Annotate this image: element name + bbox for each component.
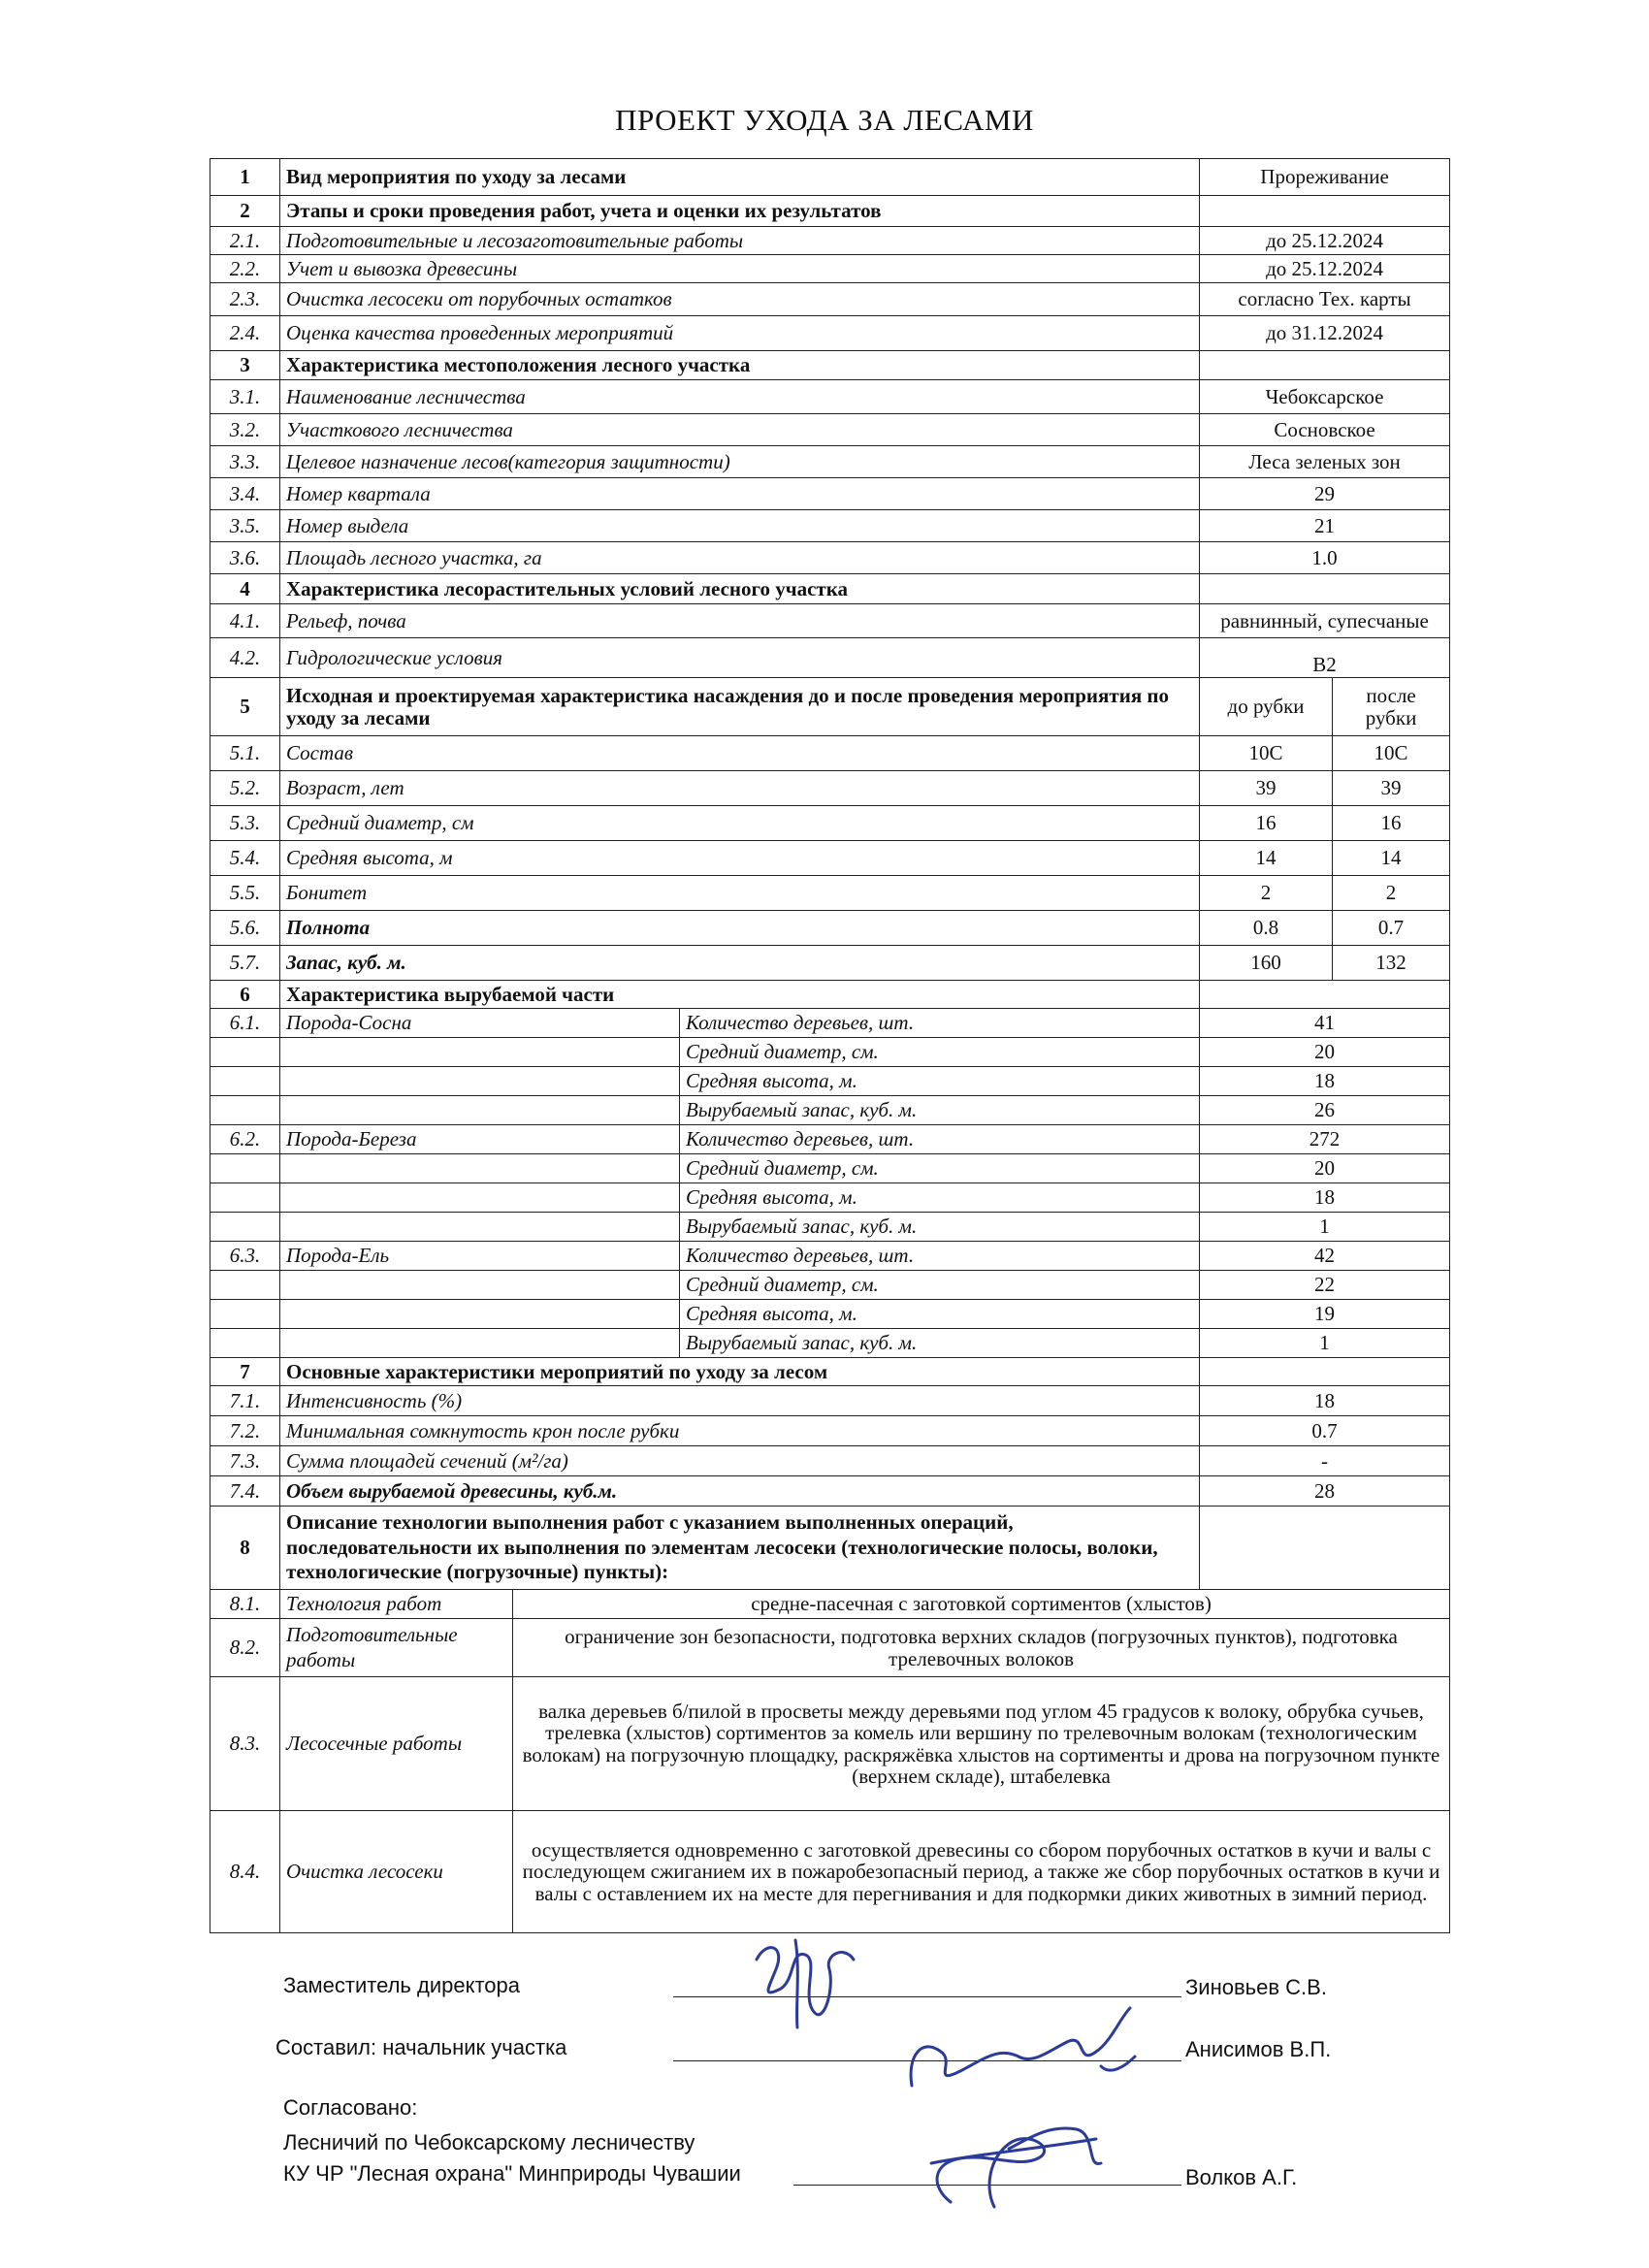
row-label: Средний диаметр, см xyxy=(280,806,1200,841)
row-number: 5.6. xyxy=(210,911,280,946)
row-number: 3.3. xyxy=(210,446,280,478)
empty-cell xyxy=(210,1038,280,1067)
table-row xyxy=(210,542,1450,574)
row-label: Подготовительные и лесозаготовительные работы xyxy=(280,227,1200,255)
table-row xyxy=(210,316,1450,351)
table-row xyxy=(210,678,1450,736)
empty-cell xyxy=(210,1096,280,1125)
value-before: 0.8 xyxy=(1200,911,1333,946)
table-row xyxy=(210,876,1450,911)
value-after: 16 xyxy=(1333,806,1450,841)
empty-cell xyxy=(280,1183,680,1213)
row-value: осуществляется одновременно с заготовкой древесины со сбором порубочных остатков в кучи и валы с последующем сжиганием их в пожаробезопасный период, а также же сбор порубочных остатков в кучи и валы с оставлением их на месте для перегнивания и для подкормки диких животных в зимний период. xyxy=(513,1811,1450,1933)
row-value xyxy=(1200,574,1450,604)
row-value: до 31.12.2024 xyxy=(1200,316,1450,351)
table-row xyxy=(210,736,1450,771)
species-param-label: Количество деревьев, шт. xyxy=(680,1242,1200,1271)
species-param-label: Средний диаметр, см. xyxy=(680,1038,1200,1067)
row-value xyxy=(1200,1358,1450,1386)
row-label: Номер квартала xyxy=(280,478,1200,510)
row-value: 29 xyxy=(1200,478,1450,510)
row-value: Сосновское xyxy=(1200,414,1450,446)
value-after: 14 xyxy=(1333,841,1450,876)
row-label: Сумма площадей сечений (м²/га) xyxy=(280,1446,1200,1476)
row-number: 6.2. xyxy=(210,1125,280,1154)
row-label: Гидрологические условия xyxy=(280,638,1200,678)
species-param-value: 18 xyxy=(1200,1067,1450,1096)
deputy-signature-icon xyxy=(737,1930,873,2037)
table-row xyxy=(210,1476,1450,1507)
empty-cell xyxy=(210,1183,280,1213)
table-row xyxy=(210,1811,1450,1933)
row-number: 3.6. xyxy=(210,542,280,574)
table-row xyxy=(210,196,1450,227)
row-label: Объем вырубаемой древесины, куб.м. xyxy=(280,1476,1200,1507)
table-row xyxy=(210,1416,1450,1446)
row-number: 6.3. xyxy=(210,1242,280,1271)
table-row xyxy=(210,1271,1450,1300)
row-label: Участкового лесничества xyxy=(280,414,1200,446)
species-param-value: 20 xyxy=(1200,1154,1450,1183)
row-value: Леса зеленых зон xyxy=(1200,446,1450,478)
value-before: 160 xyxy=(1200,946,1333,981)
row-number: 2.1. xyxy=(210,227,280,255)
species-param-value: 26 xyxy=(1200,1096,1450,1125)
row-number: 4.1. xyxy=(210,604,280,638)
row-value: 21 xyxy=(1200,510,1450,542)
species-param-value: 41 xyxy=(1200,1009,1450,1038)
row-number: 3.2. xyxy=(210,414,280,446)
compiler-role: Составил: начальник участка xyxy=(275,2035,567,2059)
table-row xyxy=(210,1125,1450,1154)
table-row xyxy=(210,841,1450,876)
row-number: 5.7. xyxy=(210,946,280,981)
species-param-value: 20 xyxy=(1200,1038,1450,1067)
row-number: 5.4. xyxy=(210,841,280,876)
species-param-label: Количество деревьев, шт. xyxy=(680,1009,1200,1038)
document-title: ПРОЕКТ УХОДА ЗА ЛЕСАМИ xyxy=(615,103,1034,137)
row-value: равнинный, супесчаные xyxy=(1200,604,1450,638)
row-value: средне-пасечная с заготовкой сортиментов (хлыстов) xyxy=(513,1590,1450,1619)
species-param-label: Вырубаемый запас, куб. м. xyxy=(680,1329,1200,1358)
row-number: 4 xyxy=(210,574,280,604)
row-label: Подготовительные работы xyxy=(280,1619,513,1677)
species-param-value: 272 xyxy=(1200,1125,1450,1154)
row-value: ограничение зон безопасности, подготовка верхних складов (погрузочных пунктов), подготовка трелевочных волоков xyxy=(513,1619,1450,1677)
value-before: 16 xyxy=(1200,806,1333,841)
species-name: Порода-Сосна xyxy=(280,1009,680,1038)
row-number: 2.4. xyxy=(210,316,280,351)
row-number: 3.5. xyxy=(210,510,280,542)
row-value: 18 xyxy=(1200,1386,1450,1416)
table-row xyxy=(210,1009,1450,1038)
compiler-name: Анисимов В.П. xyxy=(1185,2037,1332,2061)
value-after: 2 xyxy=(1333,876,1450,911)
table-row xyxy=(210,1038,1450,1067)
species-param-label: Средняя высота, м. xyxy=(680,1300,1200,1329)
compiler-signature-icon xyxy=(892,1998,1164,2105)
row-number: 3.4. xyxy=(210,478,280,510)
table-row xyxy=(210,1300,1450,1329)
row-number: 7.1. xyxy=(210,1386,280,1416)
row-label: Описание технологии выполнения работ с указанием выполненных операций, последовательности их выполнения по элементам лесосеки (технологические полосы, волоки, технологические (погрузочные) пункты): xyxy=(280,1507,1200,1590)
species-param-label: Вырубаемый запас, куб. м. xyxy=(680,1213,1200,1242)
empty-cell xyxy=(210,1329,280,1358)
row-label: Этапы и сроки проведения работ, учета и оценки их результатов xyxy=(280,196,1200,227)
row-number: 5.1. xyxy=(210,736,280,771)
row-label: Вид мероприятия по уходу за лесами xyxy=(280,159,1200,196)
species-name: Порода-Ель xyxy=(280,1242,680,1271)
row-number: 8.4. xyxy=(210,1811,280,1933)
row-value xyxy=(1200,196,1450,227)
row-number: 8.3. xyxy=(210,1677,280,1811)
column-header-after: после рубки xyxy=(1333,678,1450,736)
row-label: Номер выдела xyxy=(280,510,1200,542)
row-label: Минимальная сомкнутость крон после рубки xyxy=(280,1416,1200,1446)
value-before: 14 xyxy=(1200,841,1333,876)
row-label: Технология работ xyxy=(280,1590,513,1619)
row-label: Средняя высота, м xyxy=(280,841,1200,876)
row-number: 8 xyxy=(210,1507,280,1590)
table-row xyxy=(210,1677,1450,1811)
empty-cell xyxy=(210,1213,280,1242)
row-label: Запас, куб. м. xyxy=(280,946,1200,981)
table-row xyxy=(210,1507,1450,1590)
table-row xyxy=(210,771,1450,806)
row-number: 7.2. xyxy=(210,1416,280,1446)
empty-cell xyxy=(280,1154,680,1183)
table-row xyxy=(210,946,1450,981)
row-label: Лесосечные работы xyxy=(280,1677,513,1811)
value-after: 132 xyxy=(1333,946,1450,981)
row-number: 2.2. xyxy=(210,255,280,283)
table-row xyxy=(210,574,1450,604)
row-number: 3 xyxy=(210,351,280,380)
table-row xyxy=(210,510,1450,542)
table-row xyxy=(210,1096,1450,1125)
value-before: 2 xyxy=(1200,876,1333,911)
row-number: 5.5. xyxy=(210,876,280,911)
table-row xyxy=(210,478,1450,510)
empty-cell xyxy=(280,1271,680,1300)
row-label: Оценка качества проведенных мероприятий xyxy=(280,316,1200,351)
row-value: 0.7 xyxy=(1200,1416,1450,1446)
empty-cell xyxy=(210,1300,280,1329)
species-name: Порода-Береза xyxy=(280,1125,680,1154)
table-row xyxy=(210,806,1450,841)
value-after: 10С xyxy=(1333,736,1450,771)
agreed-position-line1: Лесничий по Чебоксарскому лесничеству xyxy=(283,2130,695,2155)
species-param-value: 19 xyxy=(1200,1300,1450,1329)
value-after: 39 xyxy=(1333,771,1450,806)
row-label: Целевое назначение лесов(категория защитности) xyxy=(280,446,1200,478)
table-row xyxy=(210,981,1450,1009)
column-header-before: до рубки xyxy=(1200,678,1333,736)
table-row xyxy=(210,1183,1450,1213)
row-label: Наименование лесничества xyxy=(280,380,1200,414)
table-row xyxy=(210,1154,1450,1183)
table-row xyxy=(210,1213,1450,1242)
table-row xyxy=(210,159,1450,196)
row-label: Характеристика вырубаемой части xyxy=(280,981,1200,1009)
row-label: Интенсивность (%) xyxy=(280,1386,1200,1416)
row-value: 28 xyxy=(1200,1476,1450,1507)
table-row xyxy=(210,446,1450,478)
agreed-signature-icon xyxy=(892,2110,1125,2217)
empty-cell xyxy=(280,1067,680,1096)
table-row xyxy=(210,255,1450,283)
row-number: 7.4. xyxy=(210,1476,280,1507)
value-before: 39 xyxy=(1200,771,1333,806)
table-row xyxy=(210,351,1450,380)
row-label: Исходная и проектируемая характеристика насаждения до и после проведения мероприятия по уходу за лесами xyxy=(280,678,1200,736)
row-value: валка деревьев б/пилой в просветы между деревьями под углом 45 градусов к волоку, обрубка сучьев, трелевка (хлыстов) сортиментов за комель или вершину по трелевочным волокам (технологическим волокам) на погрузочную площадку, раскряжёвка хлыстов на сортименты и дрова на погрузочном пункте (верхнем складе), штабелевка xyxy=(513,1677,1450,1811)
row-number: 7 xyxy=(210,1358,280,1386)
empty-cell xyxy=(210,1154,280,1183)
species-param-label: Средний диаметр, см. xyxy=(680,1154,1200,1183)
row-label: Площадь лесного участка, га xyxy=(280,542,1200,574)
empty-cell xyxy=(280,1096,680,1125)
empty-cell xyxy=(210,1067,280,1096)
species-param-value: 1 xyxy=(1200,1213,1450,1242)
row-number: 1 xyxy=(210,159,280,196)
row-number: 7.3. xyxy=(210,1446,280,1476)
species-param-label: Средняя высота, м. xyxy=(680,1067,1200,1096)
table-row xyxy=(210,1619,1450,1677)
row-number: 4.2. xyxy=(210,638,280,678)
row-number: 5.3. xyxy=(210,806,280,841)
table-row xyxy=(210,1446,1450,1476)
row-label: Рельеф, почва xyxy=(280,604,1200,638)
row-label: Характеристика местоположения лесного участка xyxy=(280,351,1200,380)
table-row xyxy=(210,1386,1450,1416)
row-number: 3.1. xyxy=(210,380,280,414)
row-label: Характеристика лесорастительных условий лесного участка xyxy=(280,574,1200,604)
row-label: Учет и вывозка древесины xyxy=(280,255,1200,283)
value-after: 0.7 xyxy=(1333,911,1450,946)
species-param-label: Количество деревьев, шт. xyxy=(680,1125,1200,1154)
row-number: 2 xyxy=(210,196,280,227)
table-row xyxy=(210,911,1450,946)
row-number: 6.1. xyxy=(210,1009,280,1038)
row-value: - xyxy=(1200,1446,1450,1476)
row-label: Полнота xyxy=(280,911,1200,946)
row-label: Бонитет xyxy=(280,876,1200,911)
empty-cell xyxy=(280,1329,680,1358)
row-value xyxy=(1200,981,1450,1009)
row-number: 8.2. xyxy=(210,1619,280,1677)
species-param-label: Средняя высота, м. xyxy=(680,1183,1200,1213)
value-before: 10С xyxy=(1200,736,1333,771)
row-number: 6 xyxy=(210,981,280,1009)
species-param-value: 18 xyxy=(1200,1183,1450,1213)
agreed-name: Волков А.Г. xyxy=(1185,2165,1298,2189)
row-number: 2.3. xyxy=(210,283,280,316)
table-row xyxy=(210,380,1450,414)
row-value: Прореживание xyxy=(1200,159,1450,196)
row-label: Возраст, лет xyxy=(280,771,1200,806)
row-value: 1.0 xyxy=(1200,542,1450,574)
table-row xyxy=(210,1242,1450,1271)
table-row xyxy=(210,1329,1450,1358)
agreed-label: Согласовано: xyxy=(283,2095,418,2120)
table-row xyxy=(210,638,1450,678)
empty-cell xyxy=(280,1213,680,1242)
species-param-value: 42 xyxy=(1200,1242,1450,1271)
deputy-role: Заместитель директора xyxy=(283,1973,520,1997)
row-value: согласно Тех. карты xyxy=(1200,283,1450,316)
deputy-name: Зиновьев С.В. xyxy=(1185,1975,1327,1999)
forest-care-table xyxy=(210,158,1450,1933)
row-number: 5.2. xyxy=(210,771,280,806)
row-label: Основные характеристики мероприятий по уходу за лесом xyxy=(280,1358,1200,1386)
row-label: Состав xyxy=(280,736,1200,771)
empty-cell xyxy=(280,1300,680,1329)
species-param-value: 1 xyxy=(1200,1329,1450,1358)
species-param-value: 22 xyxy=(1200,1271,1450,1300)
table-row xyxy=(210,283,1450,316)
agreed-position-line2: КУ ЧР "Лесная охрана" Минприроды Чувашии xyxy=(283,2161,741,2186)
table-row xyxy=(210,227,1450,255)
table-row xyxy=(210,1590,1450,1619)
row-value xyxy=(1200,1507,1450,1590)
table-row xyxy=(210,604,1450,638)
species-param-label: Средний диаметр, см. xyxy=(680,1271,1200,1300)
row-number: 8.1. xyxy=(210,1590,280,1619)
row-value: до 25.12.2024 xyxy=(1200,227,1450,255)
row-value: В2 xyxy=(1200,638,1450,678)
table-row xyxy=(210,414,1450,446)
table-row xyxy=(210,1358,1450,1386)
species-param-label: Вырубаемый запас, куб. м. xyxy=(680,1096,1200,1125)
table-row xyxy=(210,1067,1450,1096)
row-number: 5 xyxy=(210,678,280,736)
row-value: до 25.12.2024 xyxy=(1200,255,1450,283)
row-label: Очистка лесосеки от порубочных остатков xyxy=(280,283,1200,316)
empty-cell xyxy=(210,1271,280,1300)
row-value xyxy=(1200,351,1450,380)
empty-cell xyxy=(280,1038,680,1067)
row-label: Очистка лесосеки xyxy=(280,1811,513,1933)
row-value: Чебоксарское xyxy=(1200,380,1450,414)
